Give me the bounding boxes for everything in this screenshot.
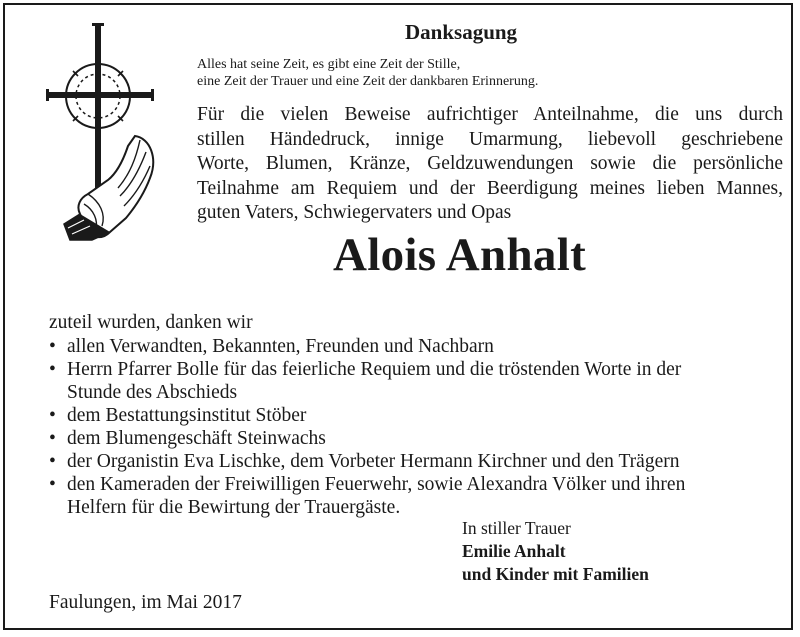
signature-block bbox=[462, 517, 649, 586]
thanks-lead: zuteil wurden, danken wir bbox=[49, 312, 253, 333]
list-item bbox=[49, 404, 729, 427]
bullet-icon: • bbox=[49, 359, 56, 380]
list-item-text: der Organistin Eva Lischke, dem Vorbeter Hermann Kirchner und den Trägern bbox=[67, 451, 680, 472]
list-item bbox=[49, 358, 729, 404]
motto-quote bbox=[197, 56, 538, 90]
list-item-text: dem Bestattungsinstitut Stöber bbox=[67, 405, 307, 426]
list-item-text: dem Blumengeschäft Steinwachs bbox=[67, 428, 326, 449]
place-date: Faulungen, im Mai 2017 bbox=[49, 592, 242, 613]
motto-line: eine Zeit der Trauer und eine Zeit der dankbaren Erinnerung. bbox=[197, 74, 539, 89]
bullet-icon: • bbox=[49, 428, 56, 449]
cross-praying-hands-icon bbox=[40, 18, 180, 250]
list-item-text: allen Verwandten, Bekannten, Freunden und Nachbarn bbox=[67, 336, 494, 357]
list-item-text: Herrn Pfarrer Bolle für das feierliche Requiem und die tröstenden Worte in der Stunde des Abschieds bbox=[67, 359, 682, 403]
intro-line: Für die vielen Beweise aufrichtiger Anteilnahme, die uns durch bbox=[197, 104, 783, 125]
deceased-name: Alois Anhalt bbox=[333, 229, 587, 281]
signature-family: und Kinder mit Familien bbox=[462, 564, 649, 584]
thanks-list bbox=[49, 335, 729, 519]
motto-line: Alles hat seine Zeit, es gibt eine Zeit der Stille, bbox=[197, 57, 461, 72]
bullet-icon: • bbox=[49, 336, 56, 357]
intro-line: Teilnahme am Requiem und der Beerdigung meines lieben Mannes, bbox=[197, 177, 783, 199]
list-item bbox=[49, 335, 729, 358]
bullet-icon: • bbox=[49, 474, 56, 495]
intro-line: Worte, Blumen, Kränze, Geldzuwendungen sowie die persönliche bbox=[197, 153, 783, 174]
list-item bbox=[49, 473, 729, 519]
intro-line: stillen Händedruck, innige Umarmung, liebevoll geschriebene bbox=[197, 128, 783, 150]
notice-title: Danksagung bbox=[405, 20, 518, 44]
list-item bbox=[49, 450, 729, 473]
bullet-icon: • bbox=[49, 451, 56, 472]
intro-paragraph bbox=[197, 103, 783, 226]
list-item-text: den Kameraden der Freiwilligen Feuerwehr, sowie Alexandra Völker und ihren Helfern für die Bewirtung der Trauergäste. bbox=[67, 474, 686, 518]
bullet-icon: • bbox=[49, 405, 56, 426]
intro-line: guten Vaters, Schwiegervaters und Opas bbox=[197, 202, 512, 223]
signature-intro: In stiller Trauer bbox=[462, 518, 571, 538]
list-item bbox=[49, 427, 729, 450]
signature-name: Emilie Anhalt bbox=[462, 541, 566, 561]
